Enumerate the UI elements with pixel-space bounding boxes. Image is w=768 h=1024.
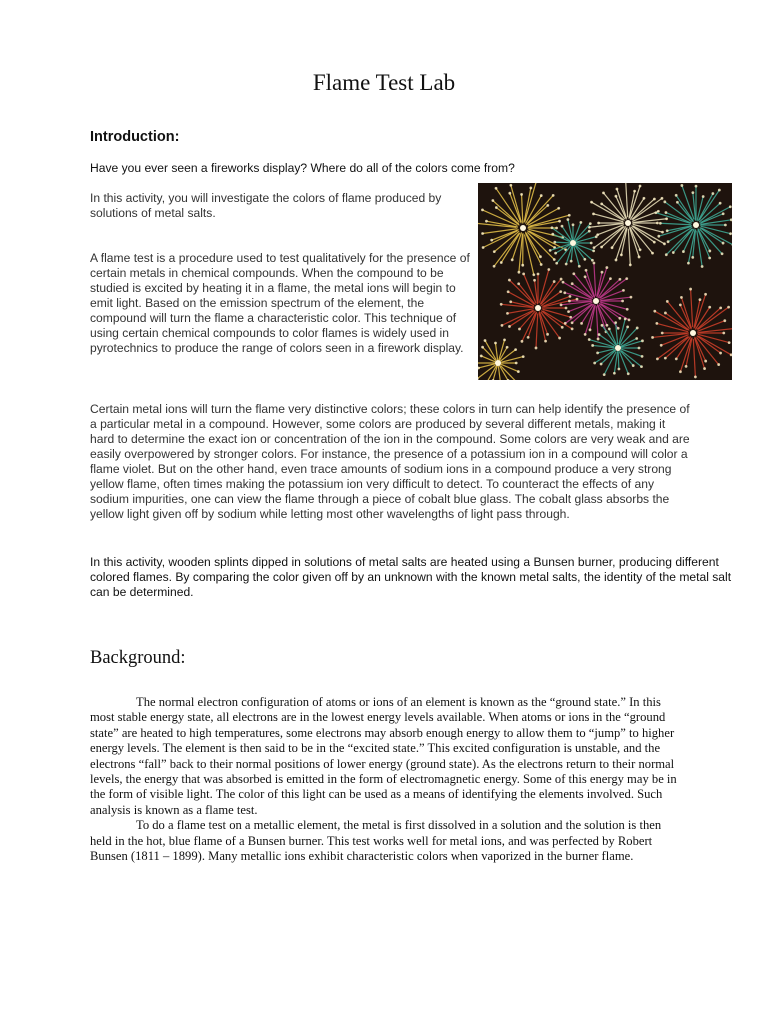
background-paragraph-1: The normal electron configuration of atoms or ions of an element is known as the “ground state.” In this most stable energy state, all electrons are in the lowest energy levels available. When atoms or ions in the “ground state” are heated to high temperatures, some electrons may absorb enough energy to allow them to “jump” to higher energy levels. The element is then said to be in the “excited state.” This excited configuration is unstable, and the electrons “fall” back to their normal positions of lower energy (ground state). As the electrons return to their normal levels, the energy that was absorbed is emitted in the form of electromagnetic energy. Some of this energy may be in the form of visible light. The color of this light can be used as a means of identifying the elements involved. Such analysis is known as a flame test. <box>90 695 677 817</box>
metal-ions-paragraph: Certain metal ions will turn the flame very distinctive colors; these colors in turn can help identify the presence of a particular metal in a compound. However, some colors are produced by several different metals, making it hard to determine the exact ion or concentration of the ion in the compound. Some colors are very weak and are easily overpowered by stronger colors. For instance, the presence of a potassium ion in a compound will color a flame violet. But on the other hand, even trace amounts of sodium ions in a compound produce a very strong yellow flame, often times making the potassium ion very difficult to detect. To counteract the effects of any sodium impurities, one can view the flame through a piece of cobalt blue glass. The cobalt glass absorbs the yellow light given off by sodium while letting most other wavelengths of light pass through. <box>90 402 690 521</box>
page-title: Flame Test Lab <box>312 70 456 95</box>
introduction-heading: Introduction: <box>90 129 180 145</box>
background-paragraph-2: To do a flame test on a metallic element, the metal is first dissolved in a solution and the solution is then held in the hot, blue flame of a Bunsen burner. This test works well for metal ions, and was perfected by Robert Bunsen (1811 – 1899). Many metallic ions exhibit characteristic colors when vaporized in the burner flame. <box>90 818 662 864</box>
fireworks-photo <box>478 183 732 380</box>
flame-test-paragraph: A flame test is a procedure used to test qualitatively for the presence of certain metals in chemical compounds. When the compound to be studied is excited by heating it in a flame, the metal ions will begin to emit light. Based on the emission spectrum of the element, the compound will turn the flame a characteristic color. This technique of using certain chemical compounds to color flames is widely used in pyrotechnics to produce the range of colors seen in a firework display. <box>90 251 470 355</box>
intro-question-paragraph: Have you ever seen a fireworks display? Where do all of the colors come from? <box>90 161 515 175</box>
background-body <box>90 695 678 864</box>
background-heading: Background: <box>90 648 186 668</box>
intro-activity-paragraph: In this activity, you will investigate the colors of flame produced by solutions of metal salts. <box>90 191 442 220</box>
splints-paragraph: In this activity, wooden splints dipped in solutions of metal salts are heated using a Bunsen burner, producing different colored flames. By comparing the color given off by an unknown with the known metal salts, the identity of the metal salt can be determined. <box>90 555 732 599</box>
